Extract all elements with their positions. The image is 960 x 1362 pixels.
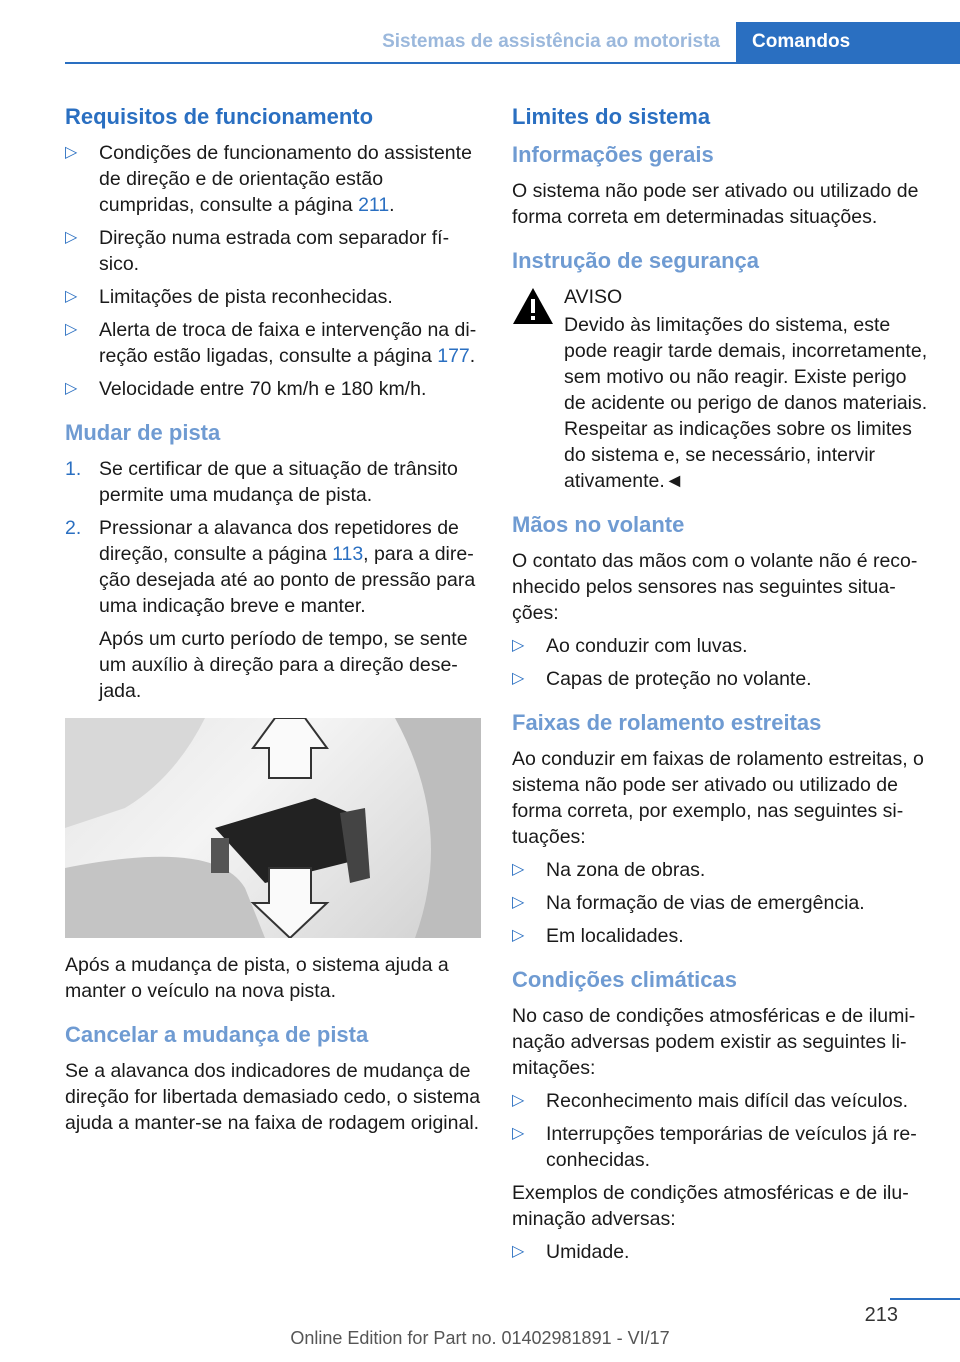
- bullet-icon: ▷: [512, 1092, 525, 1109]
- right-column: Limites do sistema Informações gerais O sistema não pode ser ativado ou utilizado de forma correta em determinadas situações. Instrução de segurança AVISO Devido às limitações do sistema, este pode reagir tarde demais, incorretamente, sem motivo ou não reagir. Existe perigo de acidente ou perigo de danos materiais. Respeitar as indicações sobre os limites do sistema e, se necessário, intervir ativamente.◄ Mãos no volante O contato das mãos com o volante não é reconhecido pelos sensores nas seguintes situações: ▷ Ao conduzir com luvas. ▷ Capas de proteção no volante. Faixas de rolamento estreitas Ao conduzir em faixas de rolamento estreitas, o sistema não pode ser ativado ou utilizado de forma correta, por exemplo, nas seguintes situações: ▷ Na zona de obras. ▷ Na formação de vias de emergência. ▷ Em localidades. Condições climáticas No caso de condições atmosféricas e de iluminação adversas podem existir as seguintes limitações: ▷ Reconhecimento mais difícil das veículos. ▷ Interrupções temporárias de veículos já reconhecidas. Exemplos de condições atmosféricas e de iluminação adversas: ▷ Umidade.: [512, 102, 930, 1272]
- bullet-icon: ▷: [512, 927, 525, 944]
- requirements-list: [65, 140, 481, 402]
- list-item: 1. Se certificar de que a situação de trânsito permite uma mudança de pista.: [65, 458, 458, 506]
- heading-seguranca: Instrução de segurança: [512, 248, 759, 273]
- bullet-icon: ▷: [512, 1125, 525, 1142]
- page-link[interactable]: 177: [437, 345, 470, 367]
- heading-clima: Condições climáticas: [512, 967, 737, 992]
- list-item: ▷ Ao conduzir com luvas.: [512, 635, 748, 657]
- list-item: ▷ Velocidade entre 70 km/h e 180 km/h.: [65, 378, 427, 400]
- weather-list: [512, 1088, 930, 1173]
- page-link[interactable]: 113: [332, 543, 364, 565]
- bullet-icon: ▷: [65, 229, 78, 246]
- bullet-icon: ▷: [512, 894, 525, 911]
- heading-limites: Limites do sistema: [512, 104, 711, 129]
- heading-faixas: Faixas de rolamento estreitas: [512, 710, 822, 735]
- warning-box: [512, 284, 930, 494]
- bullet-icon: ▷: [512, 1243, 525, 1260]
- heading-maos: Mãos no volante: [512, 512, 685, 537]
- edition-text: Online Edition for Part no. 01402981891 - VI/17: [290, 1328, 670, 1348]
- heading-requisitos: Requisitos de funcionamento: [65, 104, 374, 129]
- steering-lever-figure: [65, 718, 481, 938]
- list-item: ▷ Capas de proteção no volante.: [512, 668, 812, 690]
- page-number: 213: [864, 1304, 898, 1326]
- bullet-icon: ▷: [512, 637, 525, 654]
- bullet-icon: ▷: [65, 288, 78, 305]
- heading-informacoes: Informações gerais: [512, 142, 714, 167]
- list-item: ▷ Limitações de pista reconhecidas.: [65, 286, 393, 308]
- list-item: ▷ Umidade.: [512, 1241, 630, 1263]
- warning-label: AVISO: [564, 286, 623, 308]
- page-link[interactable]: 211: [358, 194, 390, 216]
- list-item: ▷ Na formação de vias de emergência.: [512, 892, 865, 914]
- weather-examples-list: [512, 1239, 930, 1265]
- bullet-icon: ▷: [512, 670, 525, 687]
- steps-list: [65, 456, 481, 704]
- list-item: ▷ Em localidades.: [512, 925, 684, 947]
- bullet-icon: ▷: [65, 144, 78, 161]
- page-footer: [0, 1292, 960, 1362]
- list-item: ▷ Condições de funcionamento do assistente de direção e de orientação estão cumpridas, consulte a página 211.: [65, 142, 472, 216]
- warning-triangle-icon: [512, 286, 554, 326]
- after-figure-text: Após a mudança de pista, o sistema ajuda a manter o veículo na nova pista.: [65, 954, 449, 1002]
- warning-text: Devido às limitações do sistema, este pode reagir tarde demais, incorretamente, sem motivo ou não reagir. Existe perigo de acidente ou perigo de danos materiais. Respeitar as indicações sobre os limites do sistema e, se necessário, intervir ativamente.◄: [564, 314, 928, 492]
- left-column: [65, 102, 481, 1143]
- hands-list: [512, 633, 930, 692]
- bullet-icon: ▷: [65, 380, 78, 397]
- list-item: ▷ Direção numa estrada com separador físico.: [65, 227, 450, 275]
- section-title: Sistemas de assistência ao motorista: [382, 31, 720, 52]
- page-header: [65, 22, 960, 64]
- chapter-tab: Comandos: [736, 22, 960, 62]
- lanes-list: [512, 857, 930, 949]
- list-item: ▷ Na zona de obras.: [512, 859, 706, 881]
- bullet-icon: ▷: [512, 861, 525, 878]
- list-item: ▷ Alerta de troca de faixa e intervenção na direção estão ligadas, consulte a página 177.: [65, 319, 477, 367]
- footer-rule: [890, 1298, 960, 1300]
- lever-illustration-icon: [65, 718, 481, 938]
- list-item: 2. Pressionar a alavanca dos repetidores de direção, consulte a página 113, para a direção desejada até ao ponto de pressão para uma indicação breve e manter. Após um curto período de tempo, se sente um auxílio à direção para a direção desejada.: [65, 517, 476, 702]
- heading-cancelar: Cancelar a mudança de pista: [65, 1022, 369, 1047]
- cancel-text: Se a alavanca dos indicadores de mudança de direção for libertada demasiado cedo, o sistema ajuda a manter-se na faixa de rodagem original.: [65, 1060, 481, 1134]
- heading-mudar-pista: Mudar de pista: [65, 420, 221, 445]
- list-item: ▷ Reconhecimento mais difícil das veículos.: [512, 1090, 908, 1112]
- bullet-icon: ▷: [65, 321, 78, 338]
- list-item: ▷ Interrupções temporárias de veículos já reconhecidas.: [512, 1123, 917, 1171]
